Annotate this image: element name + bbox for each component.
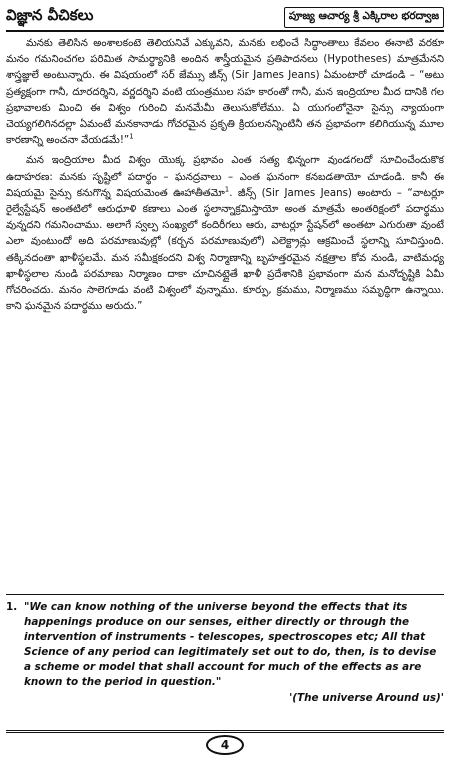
footnote-divider: [6, 594, 444, 595]
running-title: విజ్ఞాన వీచికలు: [6, 6, 94, 24]
paragraph-2: [6, 153, 444, 315]
paragraph-1: [6, 36, 444, 149]
footnote-marker: 1: [224, 185, 230, 194]
paragraph-2-text-b: . జీన్స్ (Sir James Jeans) అంటారు – “వాటర్లూ రైల్వేస్టేషన్ అంతటిలో ఆరుధూళి కణాలు ఎంత స్థలాన్నాక్రమిస్తాయో అంత మాత్రమే అంతరిక్షంలో పదార్థము వున్నదని గమనించాము. అలాగే స్వల్ప సంఖ్యలో కందిరీగలు ఆరు, వాటర్లూ స్టేషన్‌లో అంతటా ఎగురుతా వుంటే ఎలా వుంటుందో అది పరమాణువుల్లో (కర్బన పరమాణువులో) ఎలెక్ట్రాన్లు ఆక్రమించే స్థలాన్ని సూచిస్తుంది. తక్కినదంతా ఖాళీస్థలమే. మన సమీక్షకందని విశ్వ నిర్మాణాన్ని బృహత్తరమైన నక్షత్రాల కోవ నుండి, వాటిమధ్య ఖాళీస్థలాల నుండి పరమాణు నిర్మాణం దాకా చూచినట్లైతే ఖాళీ ప్రదేశానికి ప్రభావంగా మన మనోదృష్టికి ఏమీ గోచరించదు. మనం సాలెగూడు వంటి విశ్వంలో వున్నాము. కూర్పు, క్రమము, నిర్మాణము సమృద్ధిగా ఉన్నాయి. కాని ఘనమైన పదార్థము అరుదు.”: [6, 187, 444, 313]
page-header: [6, 4, 444, 32]
main-text: [6, 36, 444, 319]
footnote-text: "We can know nothing of the universe beyond the effects that its happenings produce on our senses, either directly or through the intervention of instruments - telescopes, spectroscopes etc; All that Science of any period can legitimately set out to do, then, is to devise a scheme or model that shall account for much of the effects as are known to the period in question.": [24, 601, 437, 688]
footnote-marker: 1: [129, 132, 134, 141]
page-footer: [6, 730, 444, 757]
footnote-number: 1.: [6, 601, 18, 613]
running-author: పూజ్య ఆచార్య శ్రీ ఎక్కిరాల భరద్వాజ: [284, 7, 444, 28]
paragraph-1-text: మనకు తెలిసిన అంశాలకంటె తెలియనివే ఎక్కువని, మనకు లభించే సిద్ధాంతాలు కేవలం ఈనాటి వరకూ మనం గమనించగల పరిమిత సామర్థ్యానికి అందిన శాస్త్రీయమైన ప్రతిపాదనలు (Hypotheses) మాత్రమేనని శాస్త్రజ్ఞులే అంటున్నారు. ఈ విషయంలో సర్ జేమ్సు జీన్స్ (Sir James Jeans) ఏమంటారో చూడండి – “అటు ప్రత్యక్షంగా గానీ, దూరదర్శిని, వర్ణదర్శిని వంటి యంత్రముల సహ కారంతో గానీ, మన ఇంద్రియాల మీద దానికి గల ప్రభావాలకు మించి ఈ విశ్వం గురించి మనమేమీ తెలుసుకోలేము. ఏ యుగంలోనైనా సైన్సు న్యాయంగా చెయ్యగలిగినదల్లా ఏమంటే మనకానాడు గోచరమైన ప్రకృతి క్రియలనన్నింటినీ తన ప్రభావంగా కలిగియున్న మూల కారణాన్ని అంచనా వేయడమే!”: [6, 38, 444, 147]
footnote: [6, 600, 444, 706]
footnote-source: '(The universe Around us)': [289, 692, 444, 704]
paragraph-2-text-a: మన ఇంద్రియాల మీద విశ్వం యొక్క ప్రభావం ఎంత సత్య భిన్నంగా వుండగలదో సూచించేందుకొక ఉదాహరణ: మనకు సృష్టిలో పదార్థం – ఘనద్రవాలు – ఎంత ఘనంగా కనబడతాయో చూడండి. కానీ ఈ విషయమై సైన్సు కనుగొన్న విషయమెంత ఊహాతీతమో: [6, 155, 444, 199]
page-number: 4: [206, 735, 244, 755]
